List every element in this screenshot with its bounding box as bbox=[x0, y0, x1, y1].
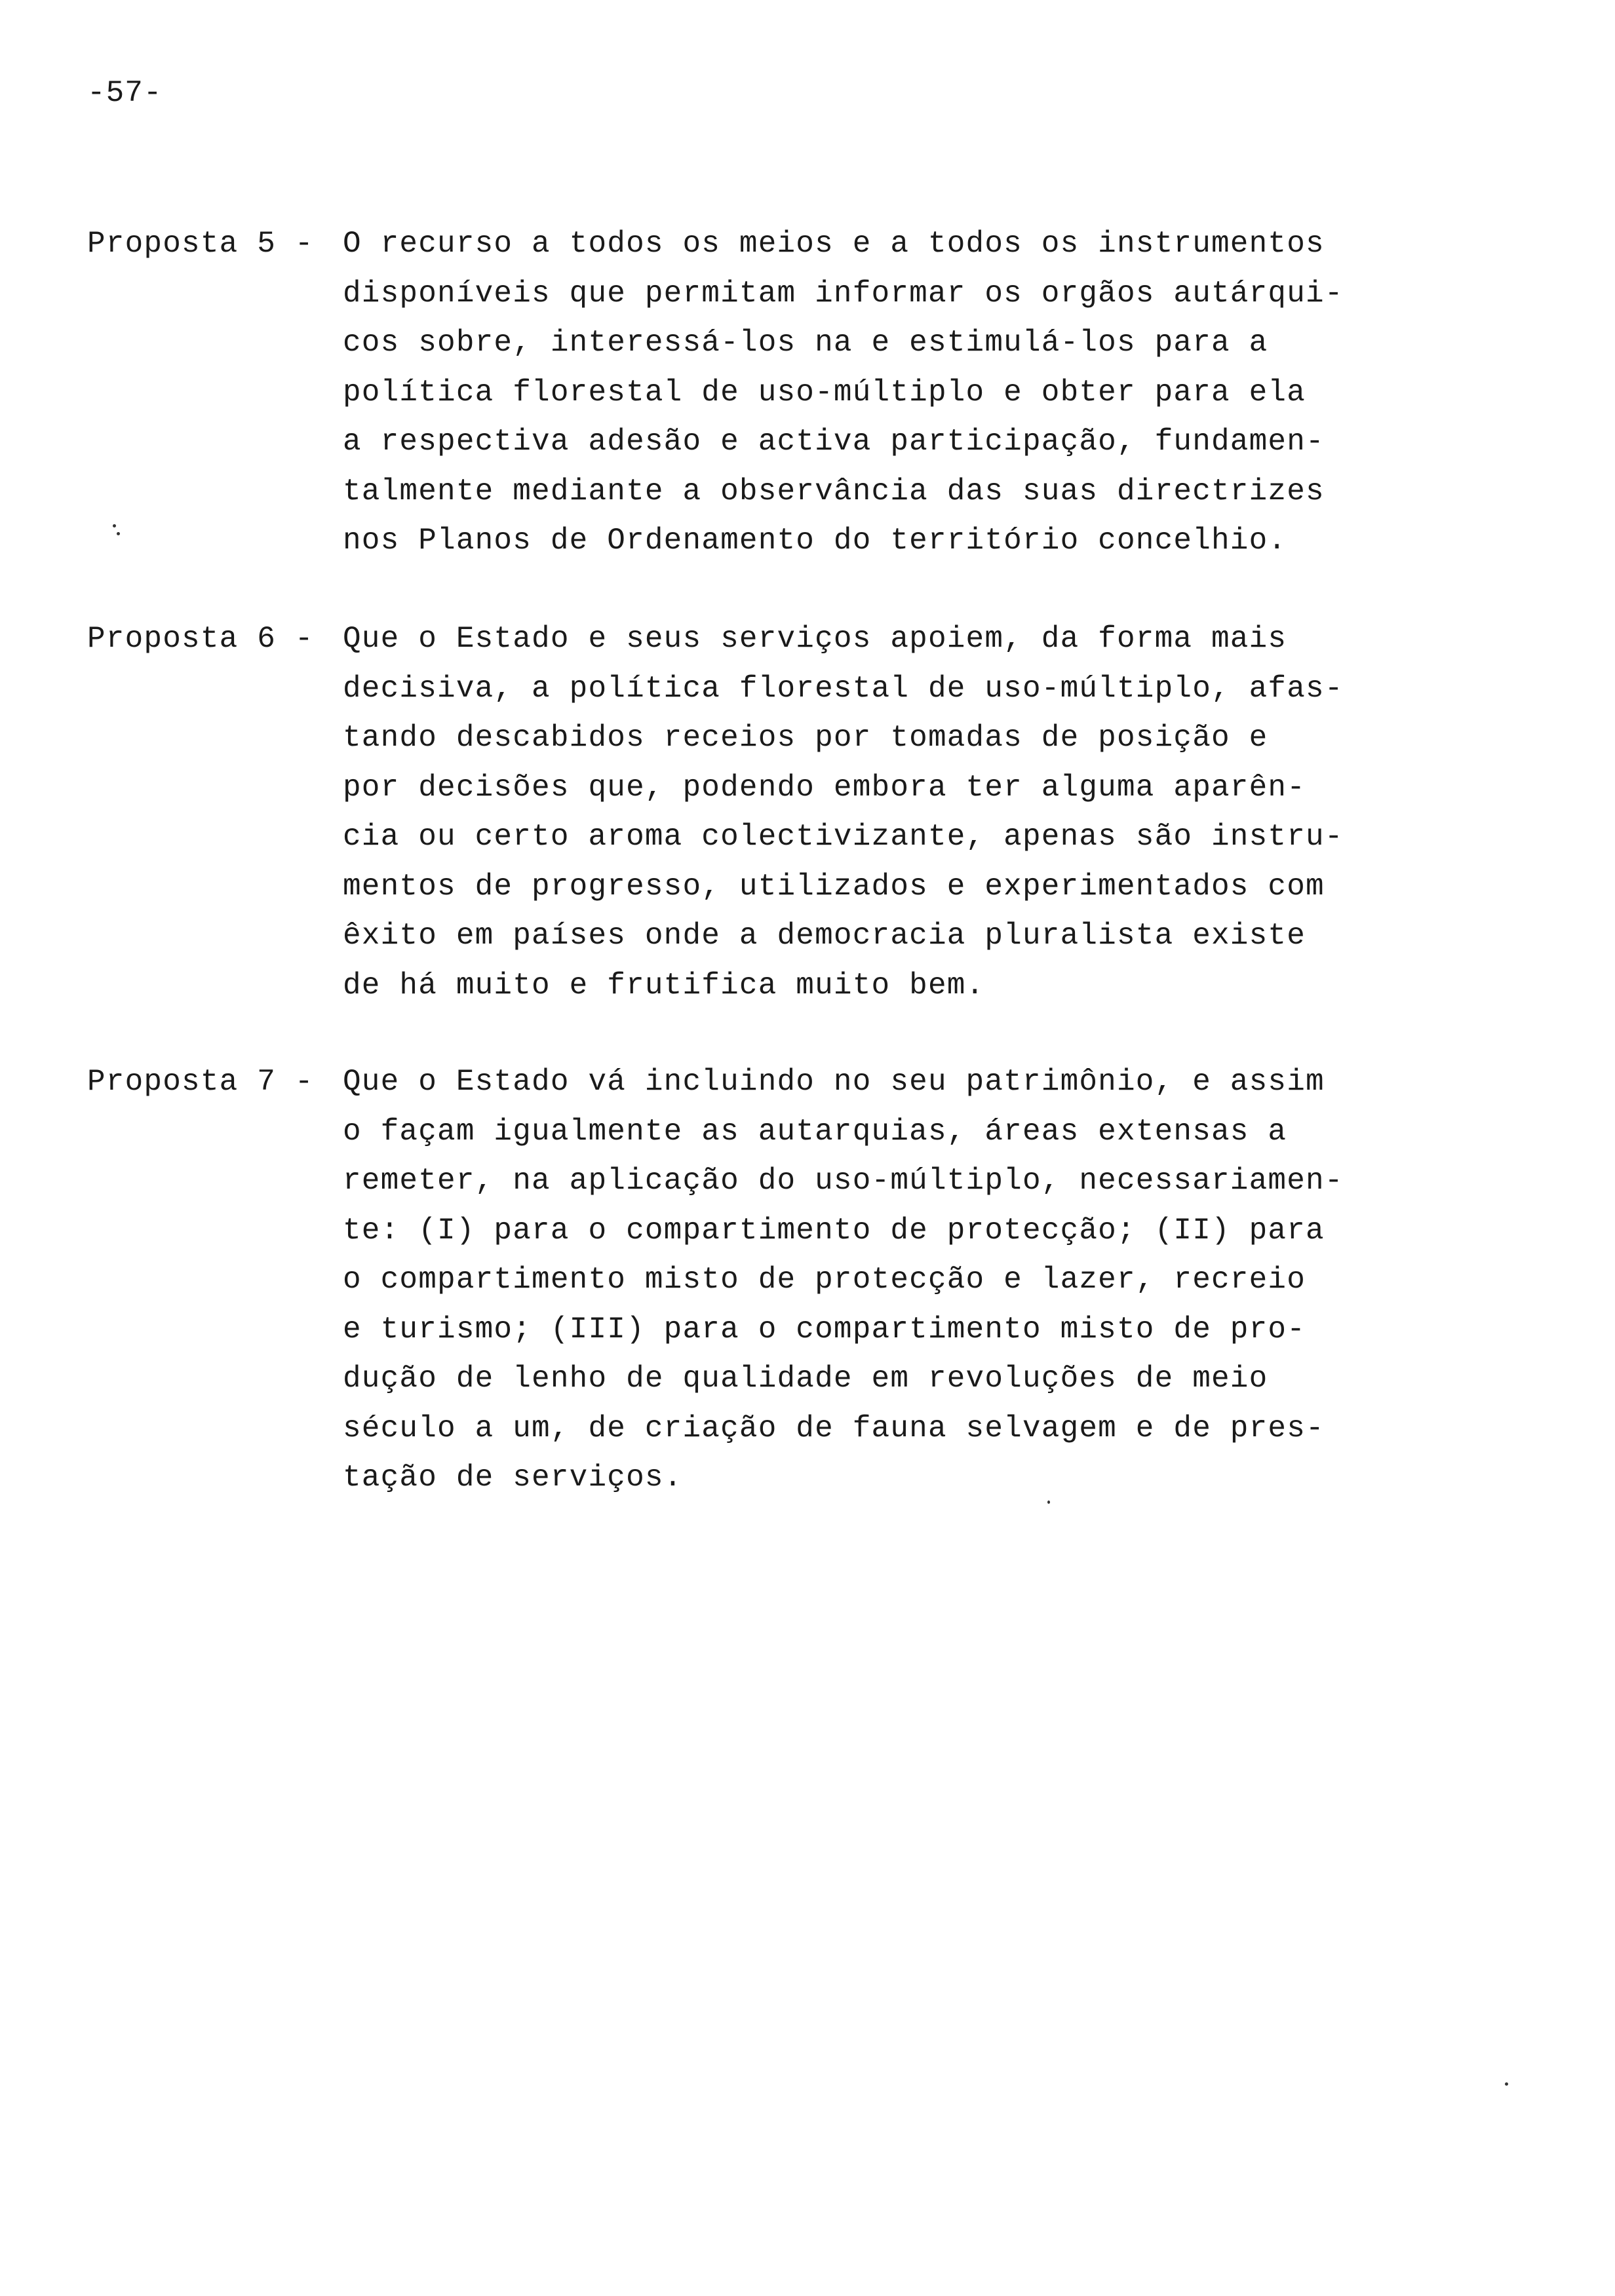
text-line: nos Planos de Ordenamento do território concelhio. bbox=[343, 524, 1287, 558]
text-line: mentos de progresso, utilizados e experimentados com bbox=[343, 869, 1325, 904]
text-line: por decisões que, podendo embora ter alguma aparên- bbox=[343, 770, 1306, 805]
proposal-6-text bbox=[343, 615, 1470, 1010]
text-line: remeter, na aplicação do uso-múltiplo, necessariamen- bbox=[343, 1164, 1344, 1198]
text-line: de há muito e frutifica muito bem. bbox=[343, 968, 985, 1003]
page-number: -57- bbox=[87, 76, 163, 110]
scan-speck bbox=[113, 524, 116, 527]
text-line: Que o Estado e seus serviços apoiem, da forma mais bbox=[343, 622, 1287, 656]
text-line: o façam igualmente as autarquias, áreas extensas a bbox=[343, 1114, 1287, 1149]
text-line: tação de serviços. bbox=[343, 1461, 683, 1495]
scan-speck bbox=[117, 532, 120, 535]
proposal-7-text bbox=[343, 1058, 1470, 1503]
text-line: disponíveis que permitam informar os orgãos autárqui- bbox=[343, 276, 1344, 311]
text-line: decisiva, a política florestal de uso-múltiplo, afas- bbox=[343, 671, 1344, 706]
text-line: cos sobre, interessá-los na e estimulá-los para a bbox=[343, 326, 1268, 360]
text-line: talmente mediante a observância das suas directrizes bbox=[343, 474, 1325, 508]
scan-speck bbox=[1505, 2082, 1508, 2086]
text-line: século a um, de criação de fauna selvagem e de pres- bbox=[343, 1411, 1325, 1445]
proposal-7-label: Proposta 7 - bbox=[87, 1065, 314, 1099]
text-line: O recurso a todos os meios e a todos os instrumentos bbox=[343, 227, 1325, 261]
text-line: a respectiva adesão e activa participação, fundamen- bbox=[343, 425, 1325, 459]
text-line: e turismo; (III) para o compartimento misto de pro- bbox=[343, 1312, 1306, 1347]
text-line: Que o Estado vá incluindo no seu patrimônio, e assim bbox=[343, 1065, 1325, 1099]
text-line: te: (I) para o compartimento de protecção; (II) para bbox=[343, 1213, 1325, 1248]
text-line: cia ou certo aroma colectivizante, apenas são instru- bbox=[343, 820, 1344, 854]
text-line: êxito em países onde a democracia pluralista existe bbox=[343, 919, 1306, 953]
text-line: o compartimento misto de protecção e lazer, recreio bbox=[343, 1263, 1306, 1297]
proposal-5-text bbox=[343, 220, 1470, 566]
text-line: política florestal de uso-múltiplo e obter para ela bbox=[343, 375, 1306, 410]
proposal-6-label: Proposta 6 - bbox=[87, 622, 314, 656]
text-line: tando descabidos receios por tomadas de posição e bbox=[343, 721, 1268, 755]
proposal-5-label: Proposta 5 - bbox=[87, 227, 314, 261]
text-line: dução de lenho de qualidade em revoluções de meio bbox=[343, 1362, 1268, 1396]
scan-speck bbox=[1047, 1501, 1050, 1504]
